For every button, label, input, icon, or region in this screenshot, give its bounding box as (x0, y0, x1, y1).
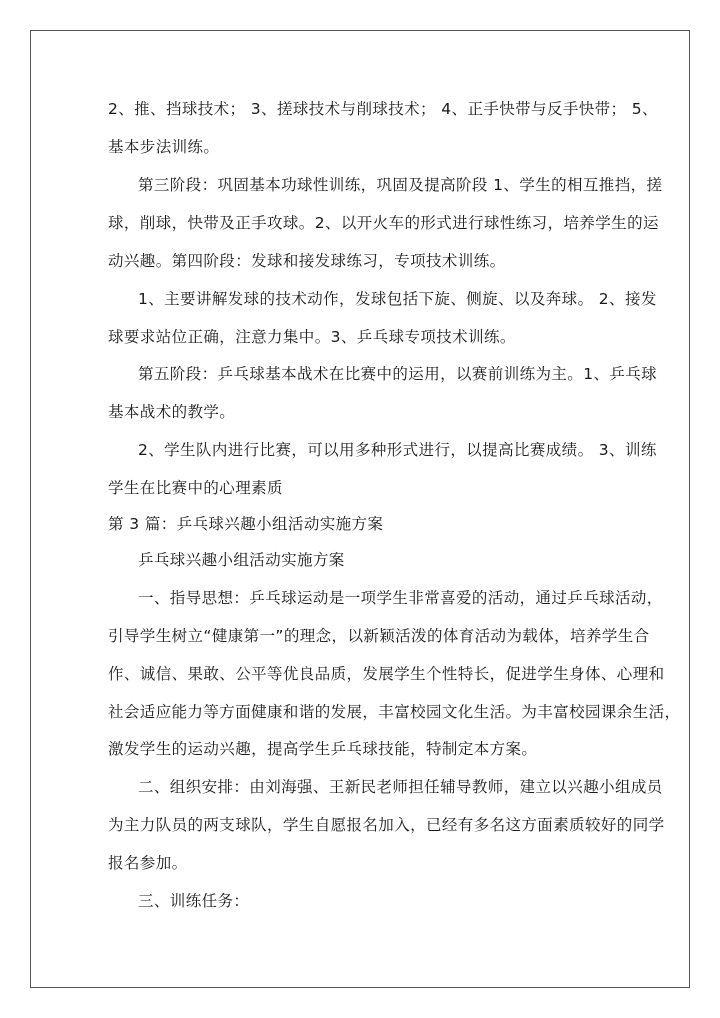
text-line: 2、推、挡球技术； 3、搓球技术与削球技术； 4、正手快带与反手快带； 5、 (108, 100, 658, 118)
text-line: 作、诚信、果敢、公平等优良品质，发展学生个性特长，促进学生身体、心理和 (108, 665, 665, 683)
text-line: 三、训练任务： (138, 892, 250, 910)
text-line: 引导学生树立“健康第一”的理念，以新颖活泼的体育活动为载体，培养学生合 (108, 627, 650, 645)
text-line: 基本战术的教学。 (108, 403, 236, 421)
section-title: 乒乓球兴趣小组活动实施方案 (138, 551, 345, 569)
text-line: 报名参加。 (108, 854, 188, 872)
section-heading: 第 3 篇：乒乓球兴趣小组活动实施方案 (108, 515, 384, 533)
text-line: 球要求站位正确，注意力集中。3、乒乓球专项技术训练。 (108, 328, 516, 346)
text-line: 动兴趣。第四阶段：发球和接发球练习，专项技术训练。 (108, 252, 506, 270)
text-line: 为主力队员的两支球队，学生自愿报名加入，已经有多名这方面素质较好的同学 (108, 816, 665, 834)
text-line: 二、组织安排：由刘海强、王新民老师担任辅导教师，建立以兴趣小组成员 (138, 778, 663, 796)
text-line: 第五阶段：乒乓球基本战术在比赛中的运用，以赛前训练为主。1、乒乓球 (138, 365, 658, 383)
text-line: 球，削球，快带及正手攻球。2、以开火车的形式进行球性练习，培养学生的运 (108, 214, 659, 232)
text-line: 1、主要讲解发球的技术动作，发球包括下旋、侧旋、以及奔球。 2、接发 (138, 290, 657, 308)
text-line: 一、指导思想：乒乓球运动是一项学生非常喜爱的活动，通过乒乓球活动， (138, 589, 663, 607)
text-line: 学生在比赛中的心理素质 (108, 479, 283, 497)
text-line: 激发学生的运动兴趣，提高学生乒乓球技能，特制定本方案。 (108, 740, 538, 758)
text-line: 2、学生队内进行比赛，可以用多种形式进行，以提高比赛成绩。 3、训练 (138, 441, 657, 459)
text-line: 社会适应能力等方面健康和谐的发展，丰富校园文化生活。为丰富校园课余生活， (108, 703, 681, 721)
text-line: 第三阶段：巩固基本功球性训练，巩固及提高阶段 1、学生的相互推挡，搓 (138, 176, 663, 194)
text-line: 基本步法训练。 (108, 138, 220, 156)
